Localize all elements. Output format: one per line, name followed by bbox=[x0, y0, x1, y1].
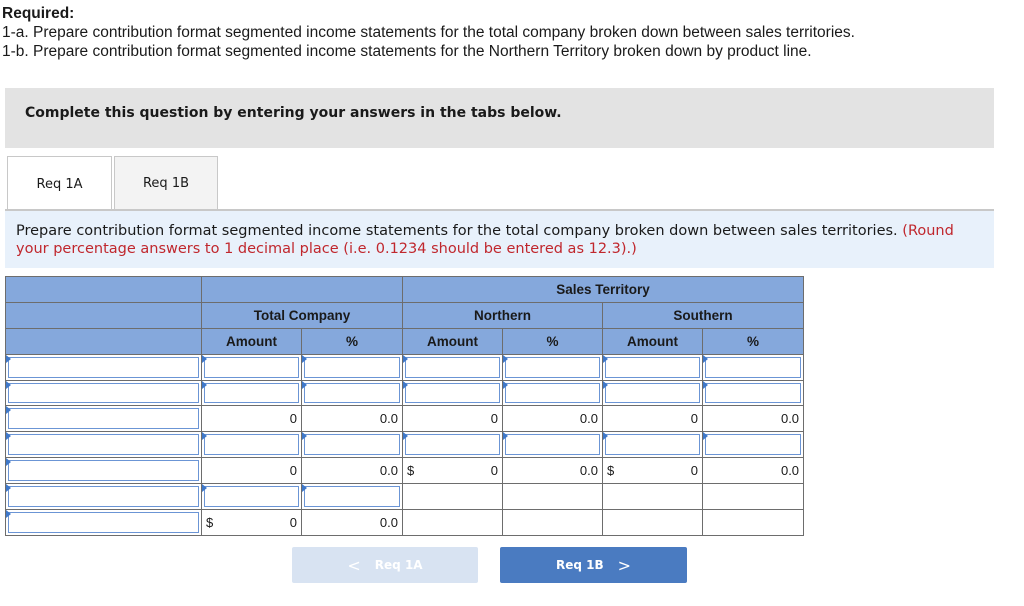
header-blank bbox=[6, 328, 202, 354]
prev-tab-button[interactable] bbox=[292, 547, 478, 583]
southern-percent-header: % bbox=[703, 328, 804, 354]
row-label-input[interactable] bbox=[6, 458, 202, 484]
total-percent-header: % bbox=[302, 328, 403, 354]
row-label-input[interactable] bbox=[6, 380, 202, 406]
total-amount-input[interactable] bbox=[202, 484, 302, 510]
amount-text: 0 bbox=[690, 463, 698, 479]
prev-button-label: Req 1A bbox=[374, 558, 423, 572]
northern-amount-value bbox=[403, 458, 503, 484]
table-row bbox=[6, 406, 804, 432]
northern-amount-input[interactable] bbox=[403, 432, 503, 458]
total-amount-input[interactable] bbox=[202, 380, 302, 406]
total-percent-value: 0.0 bbox=[302, 510, 403, 536]
northern-percent-input[interactable] bbox=[503, 354, 603, 380]
header-blank bbox=[202, 277, 403, 303]
total-percent-input[interactable] bbox=[302, 484, 403, 510]
northern-percent-input[interactable] bbox=[503, 380, 603, 406]
northern-percent-value: 0.0 bbox=[503, 406, 603, 432]
empty-cell bbox=[403, 484, 503, 510]
requirements bbox=[2, 4, 855, 61]
row-label-input[interactable] bbox=[6, 484, 202, 510]
southern-percent-input[interactable] bbox=[703, 354, 804, 380]
table-row bbox=[6, 354, 804, 380]
instruction-text: Complete this question by entering your answers in the tabs below. bbox=[25, 105, 562, 121]
header-blank bbox=[6, 277, 202, 303]
northern-amount-value: 0 bbox=[403, 406, 503, 432]
total-percent-input[interactable] bbox=[302, 354, 403, 380]
rounding-note: (Round your percentage answers to 1 decimal place (i.e. 0.1234 should be entered as 12.3).) bbox=[16, 223, 954, 257]
income-statement-table bbox=[5, 276, 804, 536]
southern-amount-header: Amount bbox=[603, 328, 703, 354]
empty-cell bbox=[603, 484, 703, 510]
required-title: Required: bbox=[2, 5, 75, 22]
currency-symbol: $ bbox=[607, 463, 615, 479]
chevron-left-icon: < bbox=[347, 555, 361, 575]
empty-cell bbox=[403, 510, 503, 536]
question-prompt bbox=[5, 211, 994, 268]
southern-percent-input[interactable] bbox=[703, 380, 804, 406]
table-row bbox=[6, 432, 804, 458]
southern-amount-input[interactable] bbox=[603, 354, 703, 380]
chevron-right-icon: > bbox=[617, 555, 632, 575]
next-tab-button[interactable] bbox=[500, 547, 687, 583]
northern-percent-value: 0.0 bbox=[503, 458, 603, 484]
row-label-input[interactable] bbox=[6, 354, 202, 380]
empty-cell bbox=[603, 510, 703, 536]
total-amount-header: Amount bbox=[202, 328, 302, 354]
instruction-bar bbox=[5, 88, 994, 148]
northern-percent-header: % bbox=[503, 328, 603, 354]
row-label-input[interactable] bbox=[6, 510, 202, 536]
northern-amount-header: Amount bbox=[403, 328, 503, 354]
prompt-text: Prepare contribution format segmented income statements for the total company broken down between sales territories. bbox=[16, 223, 898, 239]
row-label-input[interactable] bbox=[6, 432, 202, 458]
northern-amount-input[interactable] bbox=[403, 380, 503, 406]
southern-percent-value: 0.0 bbox=[703, 458, 804, 484]
currency-symbol: $ bbox=[407, 463, 415, 479]
empty-cell bbox=[703, 484, 804, 510]
northern-amount-input[interactable] bbox=[403, 354, 503, 380]
table-row bbox=[6, 484, 804, 510]
southern-amount-value bbox=[603, 458, 703, 484]
empty-cell bbox=[503, 510, 603, 536]
amount-text: 0 bbox=[490, 463, 498, 479]
southern-percent-input[interactable] bbox=[703, 432, 804, 458]
header-blank bbox=[6, 302, 202, 328]
total-amount-value: 0 bbox=[202, 458, 302, 484]
southern-percent-value: 0.0 bbox=[703, 406, 804, 432]
total-percent-value: 0.0 bbox=[302, 458, 403, 484]
sales-territory-header: Sales Territory bbox=[403, 277, 804, 303]
total-percent-value: 0.0 bbox=[302, 406, 403, 432]
southern-amount-input[interactable] bbox=[603, 380, 703, 406]
requirement-1b: 1-b. Prepare contribution format segmented income statements for the Northern Territory broken down by product line. bbox=[2, 43, 812, 60]
table-row bbox=[6, 510, 804, 536]
amount-text: 0 bbox=[289, 514, 297, 530]
currency-symbol: $ bbox=[206, 514, 214, 530]
total-percent-input[interactable] bbox=[302, 432, 403, 458]
total-amount-input[interactable] bbox=[202, 432, 302, 458]
total-amount-value bbox=[202, 510, 302, 536]
table-row bbox=[6, 458, 804, 484]
table-row bbox=[6, 380, 804, 406]
next-button-label: Req 1B bbox=[555, 558, 604, 572]
southern-header: Southern bbox=[603, 302, 804, 328]
requirement-1a: 1-a. Prepare contribution format segmented income statements for the total company broken down between sales territories. bbox=[2, 24, 855, 41]
total-amount-value: 0 bbox=[202, 406, 302, 432]
northern-percent-input[interactable] bbox=[503, 432, 603, 458]
row-label-input[interactable] bbox=[6, 406, 202, 432]
total-amount-input[interactable] bbox=[202, 354, 302, 380]
empty-cell bbox=[503, 484, 603, 510]
empty-cell bbox=[703, 510, 804, 536]
southern-amount-input[interactable] bbox=[603, 432, 703, 458]
total-company-header: Total Company bbox=[202, 302, 403, 328]
northern-header: Northern bbox=[403, 302, 603, 328]
tab-req-1b[interactable]: Req 1B bbox=[114, 156, 218, 209]
total-percent-input[interactable] bbox=[302, 380, 403, 406]
southern-amount-value: 0 bbox=[603, 406, 703, 432]
tab-req-1a[interactable]: Req 1A bbox=[7, 156, 112, 211]
